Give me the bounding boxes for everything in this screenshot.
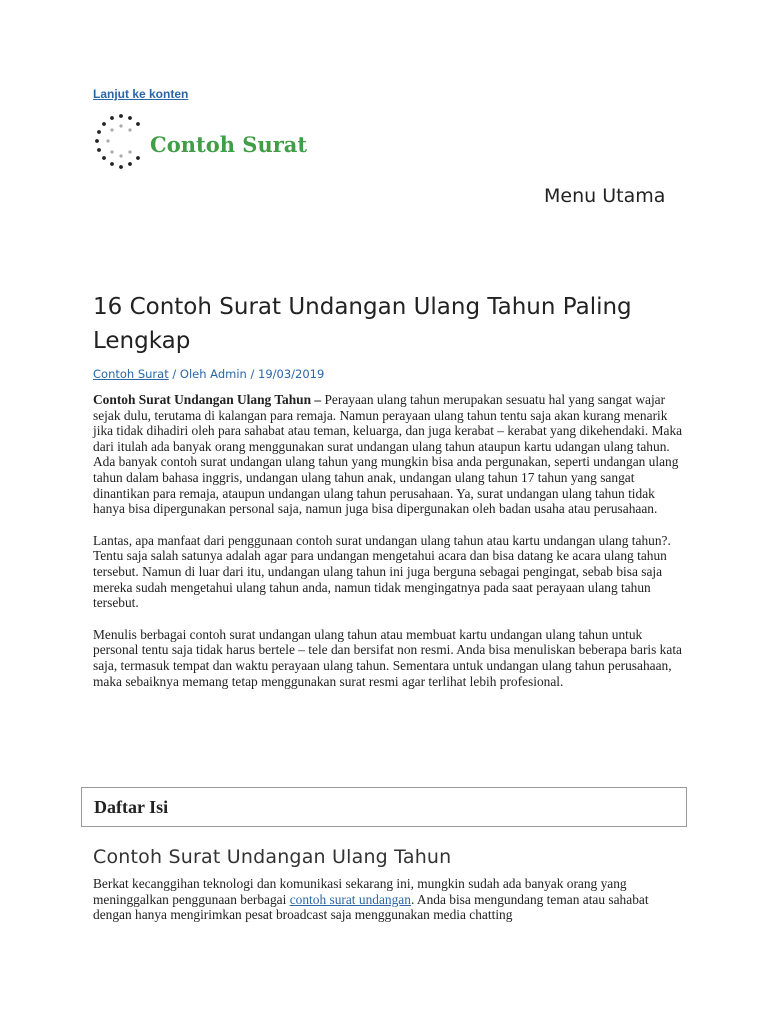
intro-bold-lead: Contoh Surat Undangan Ulang Tahun –: [93, 392, 322, 407]
paragraph-2: Ada banyak contoh surat undangan ulang tahun yang mungkin bisa anda pergunakan, seperti undangan ulang tahun dalam bahasa inggris, undangan ulang tahun anak, undangan ulang tahun 17 tahun yang sangat dinantikan para remaja, ataupun undangan ulang tahun perusahaan. Ya, surat undangan ulang tahun tidak hanya bisa dipergunakan personal saja, namun juga bisa dipergunakan oleh badan usaha atau perusahaan.: [93, 454, 679, 517]
site-logo-text: Contoh Surat: [150, 131, 308, 157]
post-category-link[interactable]: Contoh Surat: [93, 367, 169, 381]
paragraph-4: Menulis berbagai contoh surat undangan ulang tahun atau membuat kartu undangan ulang tahun untuk personal tentu saja tidak harus bertele – tele dan bersifat non resmi. Anda bisa menuliskan beberapa baris kata saja, termasuk tempat dan waktu perayaan ulang tahun. Sementara untuk undangan ulang tahun perusahaan, maka sebaiknya memang tetap menggunakan surat resmi agar terlihat lebih profesional.: [93, 626, 682, 689]
post-author: Oleh Admin: [179, 367, 247, 381]
skip-to-content-link[interactable]: Lanjut ke konten: [93, 87, 189, 101]
paragraph-3: Lantas, apa manfaat dari penggunaan contoh surat undangan ulang tahun atau kartu undangan ulang tahun?. Tentu saja salah satunya adalah agar para undangan mengetahui acara dan bisa datang ke acara ulang tahun tersebut. Namun di luar dari itu, undangan ulang tahun ini juga berguna sebagai pengingat, sebab bisa saja mereka sudah mengetahui ulang tahun anda, namun tidak mengingatnya pada saat perayaan ulang tahun tersebut.: [93, 532, 671, 611]
meta-separator: /: [246, 367, 259, 381]
section-heading: Contoh Surat Undangan Ulang Tahun: [93, 846, 452, 868]
post-date: 19/03/2019: [258, 367, 325, 381]
section-text: Berkat kecanggihan teknologi dan komunikasi sekarang ini, mungkin sudah ada banyak orang yang meninggalkan penggunaan berbagai: [93, 876, 627, 907]
post-content: [93, 392, 683, 705]
meta-separator: /: [168, 367, 180, 381]
post-meta: [93, 367, 324, 381]
section-body: [93, 876, 683, 923]
logo-dots-icon: [92, 112, 150, 174]
post-title: 16 Contoh Surat Undangan Ulang Tahun Paling Lengkap: [93, 294, 632, 354]
table-of-contents[interactable]: [81, 787, 687, 827]
intro-text: Perayaan ulang tahun merupakan sesuatu hal yang sangat wajar sejak dulu, terutama di kalangan para remaja. Namun perayaan ulang tahun tentu saja akan kurang menarik jika tidak dihadiri oleh para sahabat atau teman, keluarga, dan juga kerabat – kerabat yang dikehendaki. Maka dari itulah ada banyak orang menggunakan surat undangan ulang tahun ataupun kartu udangan ulang tahun.: [93, 392, 683, 454]
site-logo[interactable]: [92, 112, 307, 174]
contoh-surat-undangan-link[interactable]: contoh surat undangan: [289, 891, 411, 907]
section-text-cont: . Anda bisa mengundang teman atau sahabat dengan hanya mengirimkan pesat broadcast saja menggunakan media chatting: [93, 891, 649, 923]
main-menu-toggle[interactable]: Menu Utama: [544, 185, 666, 207]
intro-paragraph: [93, 392, 683, 454]
toc-title: Daftar Isi: [94, 797, 169, 817]
